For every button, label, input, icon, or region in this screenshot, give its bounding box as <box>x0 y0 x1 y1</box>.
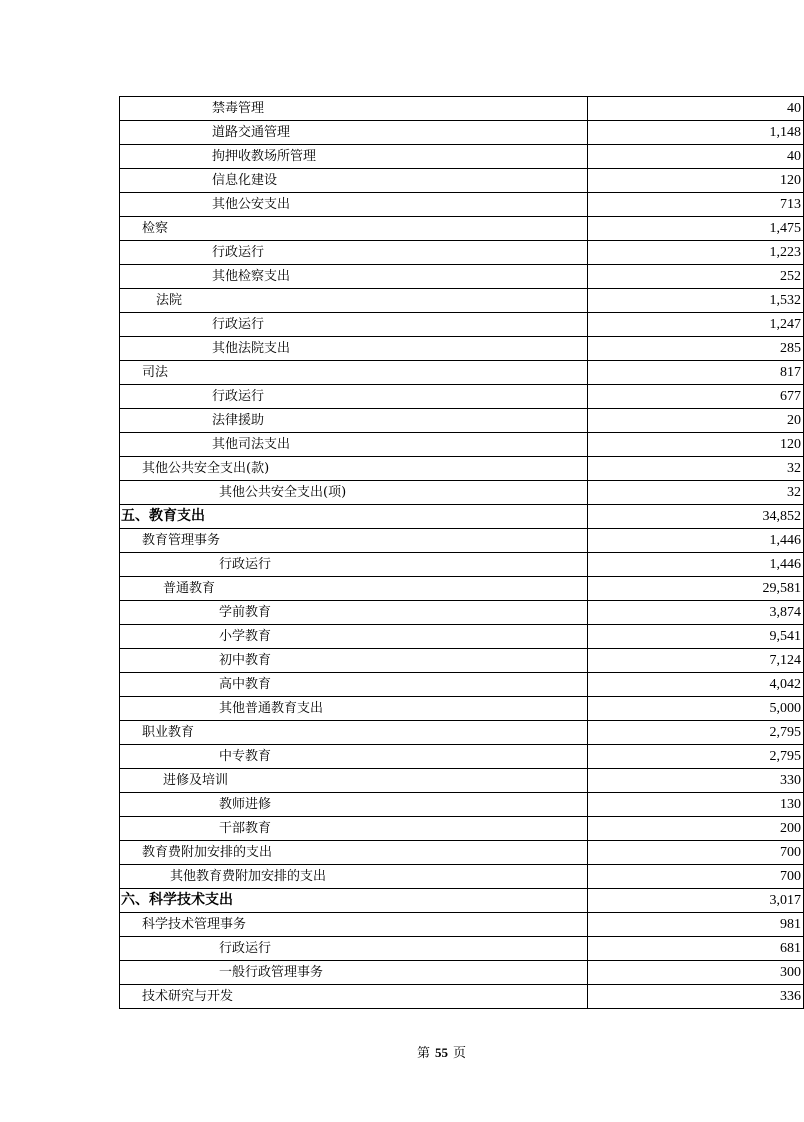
table-row <box>120 145 804 169</box>
item-name-cell: 法院 <box>120 289 588 313</box>
page-footer <box>0 1042 793 1061</box>
item-amount-cell: 7,124 <box>588 649 804 673</box>
item-amount-cell: 5,000 <box>588 697 804 721</box>
item-amount-cell: 1,532 <box>588 289 804 313</box>
item-name-cell: 信息化建设 <box>120 169 588 193</box>
item-amount-cell: 252 <box>588 265 804 289</box>
table-row <box>120 841 804 865</box>
item-name-cell: 行政运行 <box>120 553 588 577</box>
item-name-cell: 六、科学技术支出 <box>120 889 588 913</box>
table-row <box>120 265 804 289</box>
item-amount-cell: 700 <box>588 841 804 865</box>
item-amount-cell: 40 <box>588 97 804 121</box>
table-row <box>120 649 804 673</box>
item-name-cell: 法律援助 <box>120 409 588 433</box>
table-row <box>120 577 804 601</box>
table-row <box>120 361 804 385</box>
item-amount-cell: 9,541 <box>588 625 804 649</box>
item-name-cell: 检察 <box>120 217 588 241</box>
item-amount-cell: 20 <box>588 409 804 433</box>
item-name-cell: 中专教育 <box>120 745 588 769</box>
budget-table-body <box>120 97 804 1009</box>
item-amount-cell: 677 <box>588 385 804 409</box>
item-name-cell: 高中教育 <box>120 673 588 697</box>
item-name-cell: 道路交通管理 <box>120 121 588 145</box>
table-row <box>120 337 804 361</box>
item-name-cell: 禁毒管理 <box>120 97 588 121</box>
budget-table <box>119 96 804 1009</box>
item-amount-cell: 700 <box>588 865 804 889</box>
item-name-cell: 教育管理事务 <box>120 529 588 553</box>
table-row <box>120 97 804 121</box>
table-row <box>120 457 804 481</box>
table-row <box>120 961 804 985</box>
table-row <box>120 385 804 409</box>
item-name-cell: 教师进修 <box>120 793 588 817</box>
item-amount-cell: 1,247 <box>588 313 804 337</box>
table-row <box>120 505 804 529</box>
item-amount-cell: 130 <box>588 793 804 817</box>
table-row <box>120 673 804 697</box>
table-row <box>120 913 804 937</box>
item-amount-cell: 3,017 <box>588 889 804 913</box>
item-name-cell: 一般行政管理事务 <box>120 961 588 985</box>
table-row <box>120 865 804 889</box>
page-number: 55 <box>435 1045 448 1060</box>
table-row <box>120 985 804 1009</box>
item-amount-cell: 300 <box>588 961 804 985</box>
item-name-cell: 职业教育 <box>120 721 588 745</box>
item-amount-cell: 2,795 <box>588 745 804 769</box>
table-row <box>120 169 804 193</box>
item-name-cell: 行政运行 <box>120 313 588 337</box>
table-row <box>120 889 804 913</box>
item-name-cell: 其他司法支出 <box>120 433 588 457</box>
table-row <box>120 817 804 841</box>
table-row <box>120 313 804 337</box>
item-amount-cell: 681 <box>588 937 804 961</box>
item-name-cell: 行政运行 <box>120 241 588 265</box>
table-row <box>120 217 804 241</box>
item-amount-cell: 1,148 <box>588 121 804 145</box>
item-amount-cell: 32 <box>588 457 804 481</box>
item-amount-cell: 40 <box>588 145 804 169</box>
page-suffix: 页 <box>453 1045 467 1060</box>
item-name-cell: 司法 <box>120 361 588 385</box>
table-row <box>120 121 804 145</box>
item-name-cell: 拘押收教场所管理 <box>120 145 588 169</box>
item-name-cell: 其他公共安全支出(款) <box>120 457 588 481</box>
item-name-cell: 五、教育支出 <box>120 505 588 529</box>
item-name-cell: 教育费附加安排的支出 <box>120 841 588 865</box>
item-amount-cell: 330 <box>588 769 804 793</box>
item-name-cell: 其他检察支出 <box>120 265 588 289</box>
item-amount-cell: 29,581 <box>588 577 804 601</box>
table-row <box>120 697 804 721</box>
table-row <box>120 601 804 625</box>
item-name-cell: 技术研究与开发 <box>120 985 588 1009</box>
item-name-cell: 行政运行 <box>120 937 588 961</box>
item-name-cell: 其他法院支出 <box>120 337 588 361</box>
item-amount-cell: 336 <box>588 985 804 1009</box>
item-name-cell: 干部教育 <box>120 817 588 841</box>
item-amount-cell: 1,475 <box>588 217 804 241</box>
table-row <box>120 793 804 817</box>
table-row <box>120 745 804 769</box>
item-amount-cell: 817 <box>588 361 804 385</box>
item-name-cell: 学前教育 <box>120 601 588 625</box>
item-name-cell: 进修及培训 <box>120 769 588 793</box>
item-name-cell: 行政运行 <box>120 385 588 409</box>
item-amount-cell: 200 <box>588 817 804 841</box>
item-amount-cell: 1,446 <box>588 529 804 553</box>
item-amount-cell: 3,874 <box>588 601 804 625</box>
item-amount-cell: 120 <box>588 169 804 193</box>
item-amount-cell: 981 <box>588 913 804 937</box>
item-name-cell: 初中教育 <box>120 649 588 673</box>
item-name-cell: 其他公安支出 <box>120 193 588 217</box>
table-row <box>120 433 804 457</box>
table-row <box>120 529 804 553</box>
item-name-cell: 科学技术管理事务 <box>120 913 588 937</box>
table-row <box>120 937 804 961</box>
item-amount-cell: 4,042 <box>588 673 804 697</box>
item-name-cell: 其他公共安全支出(项) <box>120 481 588 505</box>
item-name-cell: 其他教育费附加安排的支出 <box>120 865 588 889</box>
table-row <box>120 241 804 265</box>
table-row <box>120 481 804 505</box>
item-amount-cell: 1,223 <box>588 241 804 265</box>
item-name-cell: 普通教育 <box>120 577 588 601</box>
item-name-cell: 小学教育 <box>120 625 588 649</box>
page-prefix: 第 <box>416 1045 430 1060</box>
item-amount-cell: 713 <box>588 193 804 217</box>
table-row <box>120 553 804 577</box>
item-amount-cell: 285 <box>588 337 804 361</box>
item-amount-cell: 120 <box>588 433 804 457</box>
table-row <box>120 625 804 649</box>
table-row <box>120 769 804 793</box>
item-name-cell: 其他普通教育支出 <box>120 697 588 721</box>
table-row <box>120 409 804 433</box>
item-amount-cell: 34,852 <box>588 505 804 529</box>
item-amount-cell: 32 <box>588 481 804 505</box>
table-row <box>120 289 804 313</box>
item-amount-cell: 2,795 <box>588 721 804 745</box>
item-amount-cell: 1,446 <box>588 553 804 577</box>
table-row <box>120 193 804 217</box>
table-row <box>120 721 804 745</box>
